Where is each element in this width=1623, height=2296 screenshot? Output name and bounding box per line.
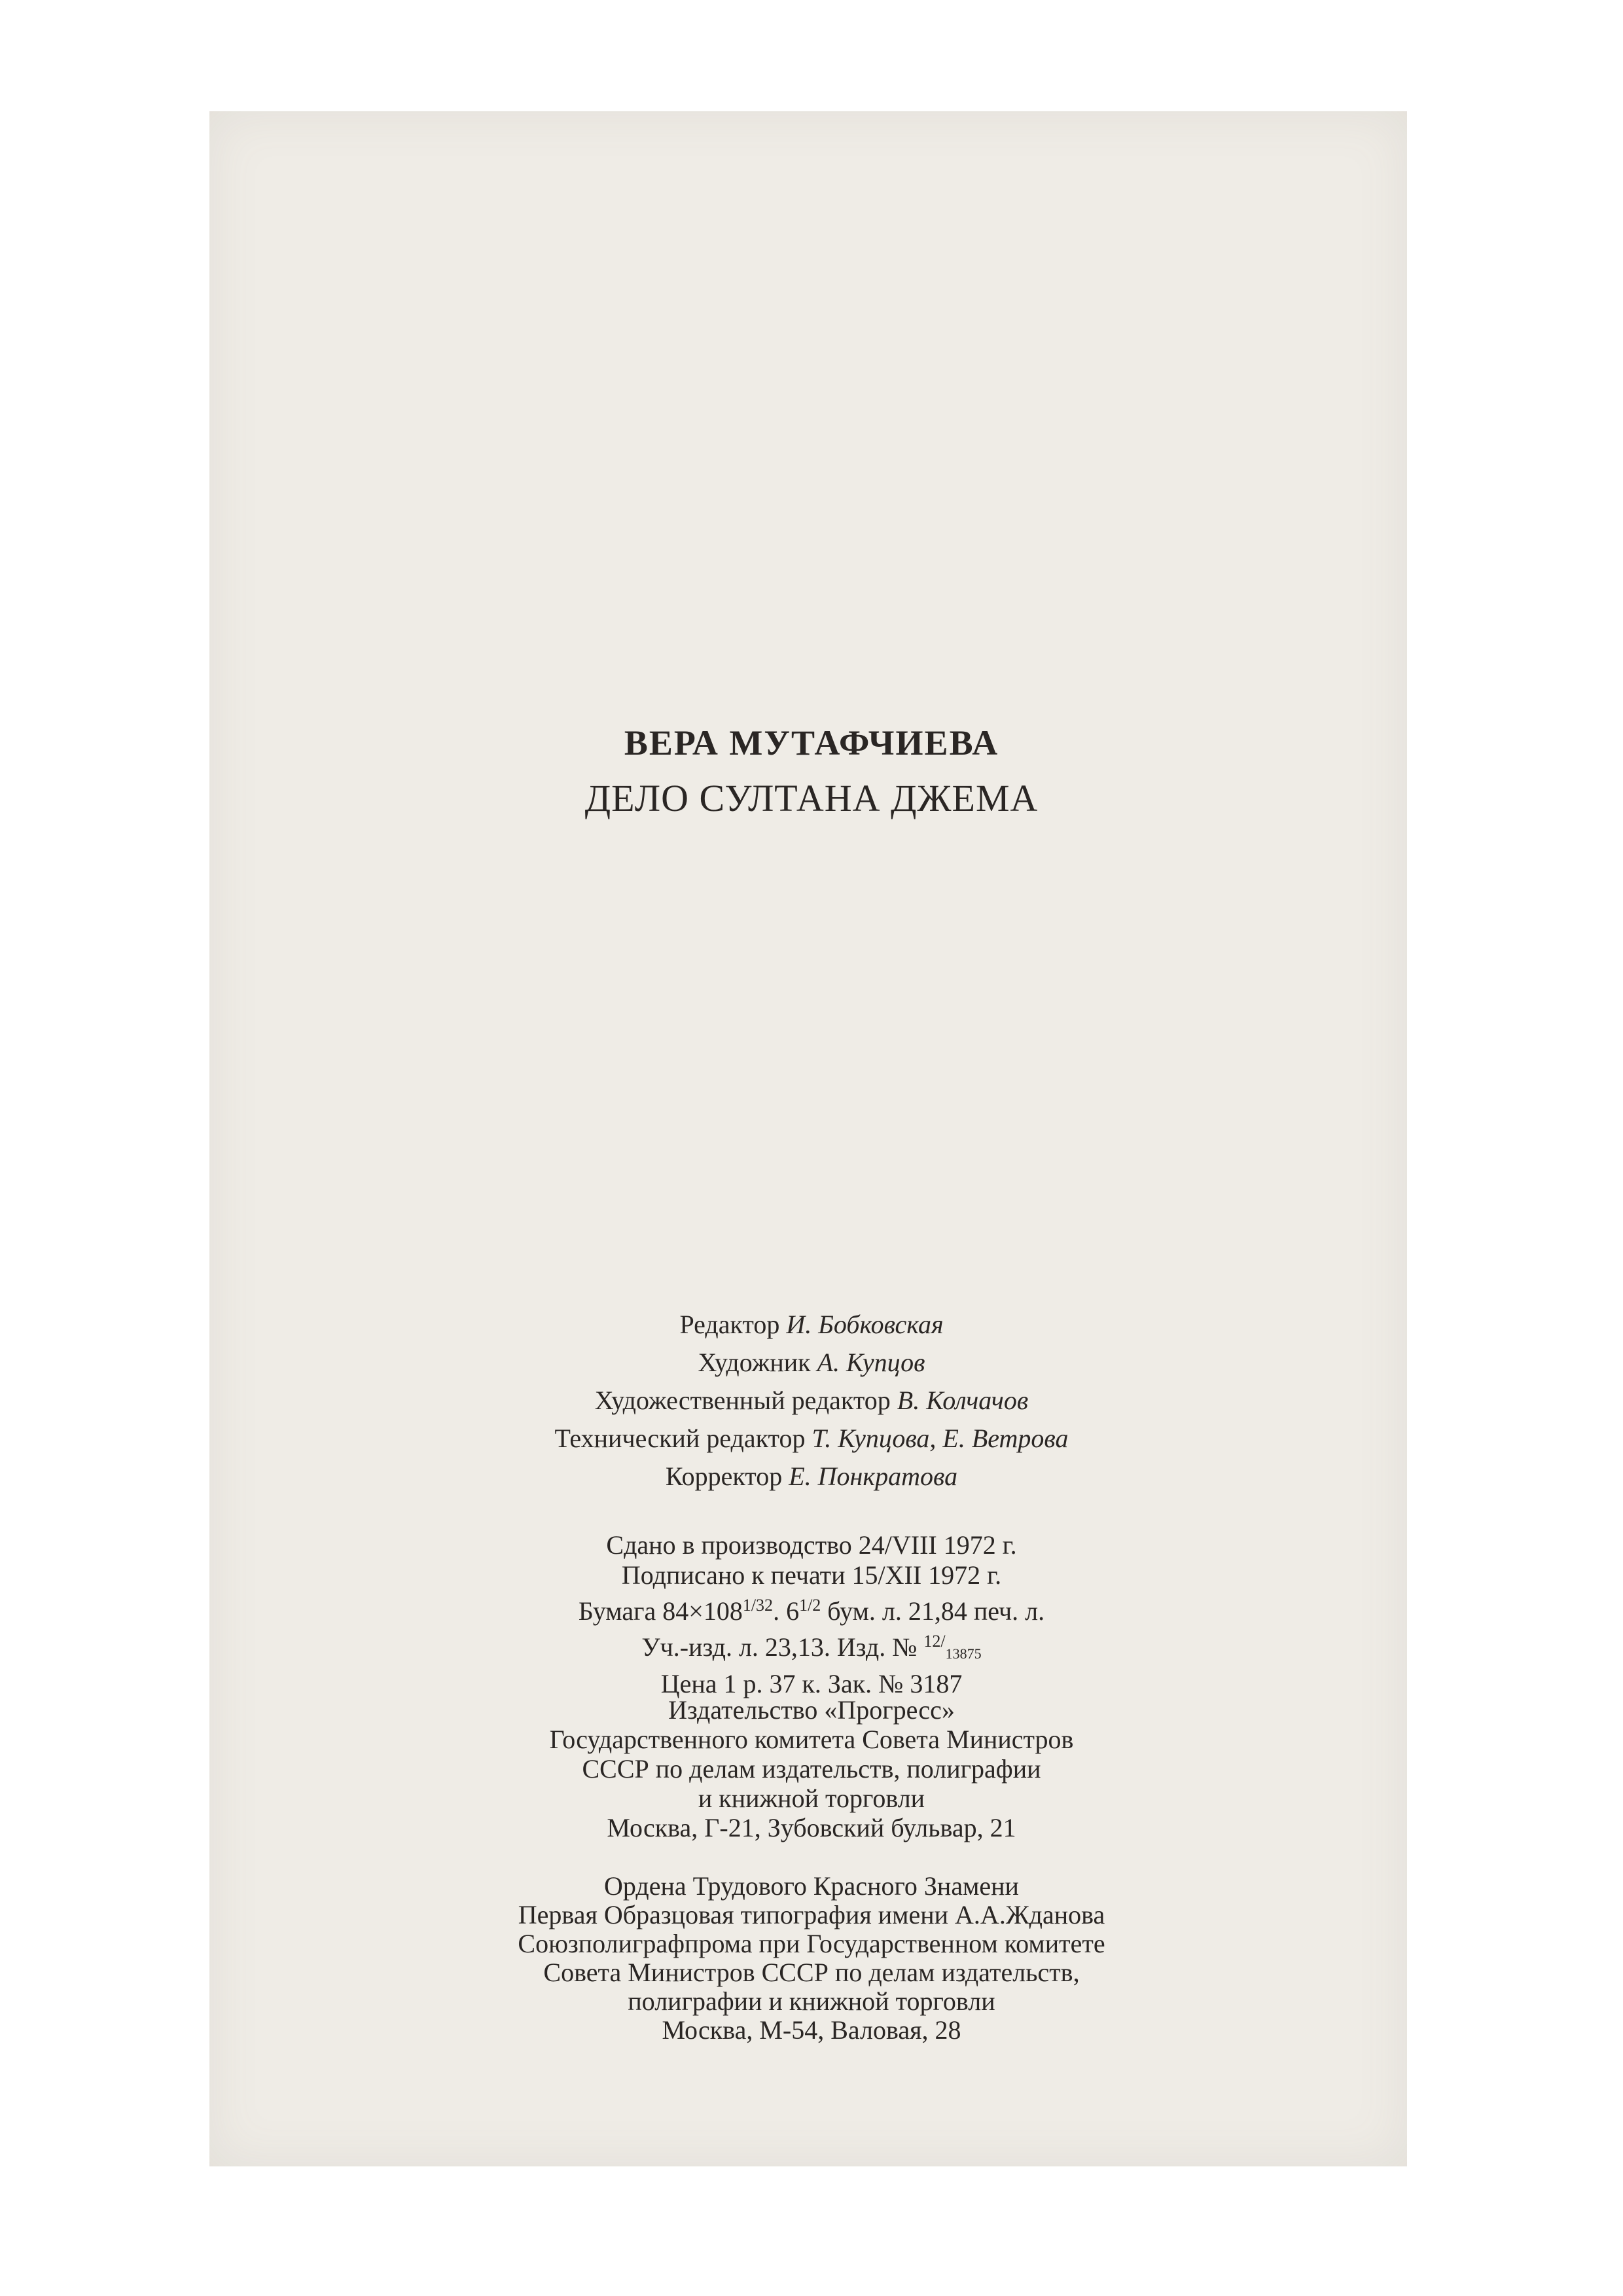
credit-line [0, 1306, 1623, 1344]
printer-line: Совета Министров СССР по делам издательств, [543, 1958, 1080, 1987]
publisher-block [0, 1695, 1623, 1842]
paper-sheets-text: . 6 [773, 1596, 800, 1626]
credit-name: Т. Купцова, Е. Ветрова [812, 1424, 1069, 1453]
printer-line: Первая Образцовая типография имени А.А.Жданова [518, 1900, 1105, 1929]
credit-role: Художник [698, 1348, 811, 1377]
credit-role: Технический редактор [554, 1424, 806, 1453]
credits-block [0, 1306, 1623, 1496]
publisher-sheets-line [0, 1626, 1623, 1669]
book-author [0, 720, 1623, 766]
print-sheets-text: бум. л. 21,84 печ. л. [821, 1596, 1045, 1626]
credit-name: Е. Понкратова [789, 1462, 958, 1491]
paper-format-fraction: 1/32 [742, 1596, 774, 1615]
credit-line [0, 1382, 1623, 1420]
paper-sheets-fraction: 1/2 [799, 1596, 821, 1615]
production-block [0, 1530, 1623, 1699]
publisher-line: Государственного комитета Совета Министров [549, 1725, 1074, 1754]
book-title [0, 776, 1623, 821]
price-line: Цена 1 р. 37 к. Зак. № 3187 [660, 1669, 963, 1698]
printer-address: Москва, М-54, Валовая, 28 [662, 2015, 961, 2045]
paper-format-text: Бумага 84×108 [578, 1596, 743, 1626]
publisher-sheets-text: Уч.-изд. л. 23,13. Изд. № [641, 1632, 918, 1662]
production-line: Сдано в производство 24/VIII 1972 г. [606, 1530, 1017, 1560]
paper-format-line [0, 1590, 1623, 1626]
credit-role: Редактор [679, 1310, 780, 1339]
credit-line [0, 1344, 1623, 1382]
credit-name: И. Бобковская [786, 1310, 944, 1339]
publisher-address: Москва, Г-21, Зубовский бульвар, 21 [607, 1813, 1016, 1842]
credit-role: Корректор [665, 1462, 783, 1491]
author-name: ВЕРА МУТАФЧИЕВА [624, 723, 999, 762]
printer-line: Союзполиграфпрома при Государственном комитете [518, 1929, 1105, 1958]
edition-number-sub: 13875 [945, 1645, 982, 1662]
printer-line: полиграфии и книжной торговли [628, 1986, 995, 2016]
credit-name: А. Купцов [817, 1348, 925, 1377]
publisher-line: Издательство «Прогресс» [668, 1695, 955, 1725]
printer-block [0, 1872, 1623, 2045]
production-line: Подписано к печати 15/XII 1972 г. [621, 1560, 1002, 1590]
credit-line [0, 1420, 1623, 1458]
credit-role: Художественный редактор [594, 1386, 891, 1415]
publisher-line: СССР по делам издательств, полиграфии [582, 1754, 1041, 1784]
title-text: ДЕЛО СУЛТАНА ДЖЕМА [584, 777, 1039, 819]
credit-name: В. Колчачов [897, 1386, 1029, 1415]
printer-line: Ордена Трудового Красного Знамени [604, 1871, 1019, 1901]
edition-number-fraction: 12/ [923, 1632, 946, 1651]
page-sheet [209, 111, 1407, 2166]
credit-line [0, 1458, 1623, 1496]
publisher-line: и книжной торговли [698, 1784, 925, 1813]
